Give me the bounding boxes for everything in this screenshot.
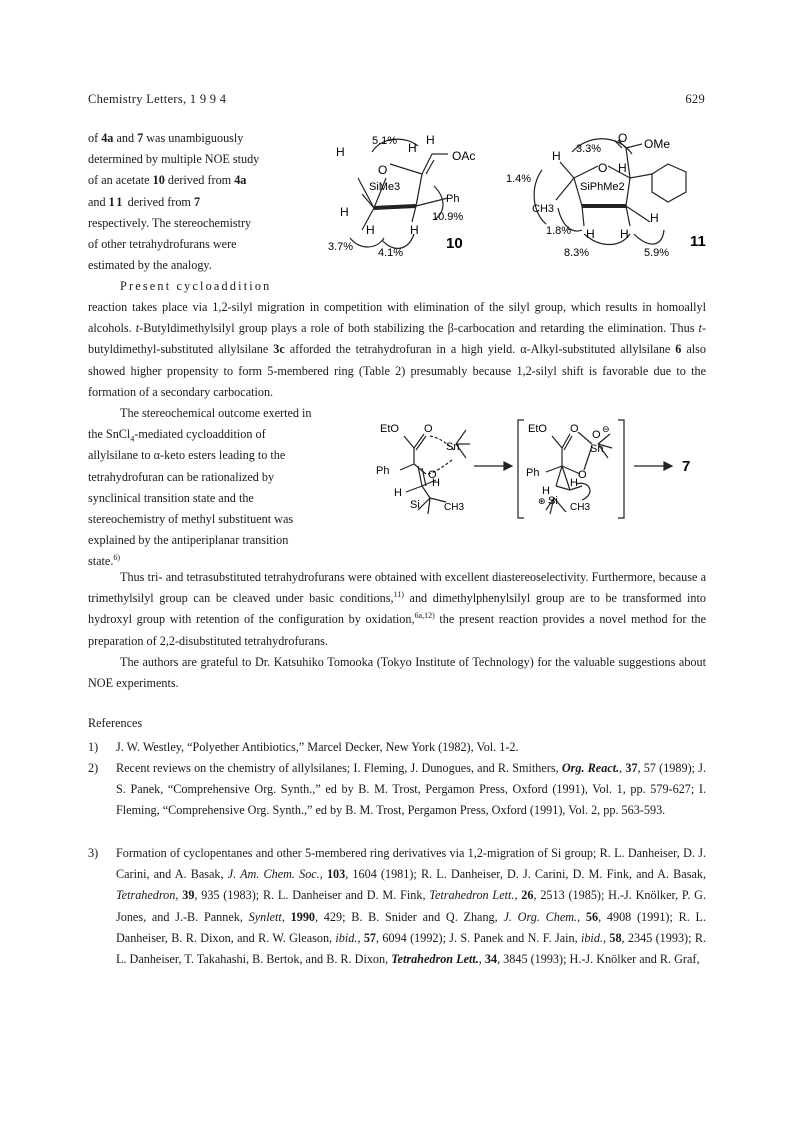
para3-line-7: explained by the antiperiplanar transition [88, 533, 289, 548]
para4-cite-6a-12: 6a,12) [414, 611, 435, 621]
ts-right-o3: O [578, 469, 587, 481]
ts-right-ch3: CH3 [570, 502, 591, 513]
reference-1-text: J. W. Westley, “Polyether Antibiotics,” Marcel Decker, New York (1982), Vol. 1-2. [116, 740, 519, 754]
label-10-oac: OAc [452, 149, 476, 163]
label-10-h-ch2: H [426, 133, 435, 147]
para2-first-line [88, 276, 284, 297]
label-11-h-right: H [650, 211, 659, 225]
label-11-ester-o: O [618, 131, 628, 145]
para3-line-6: stereochemistry of methyl substituent was [88, 512, 294, 527]
ts-right-o-minus: O [592, 429, 601, 441]
intro-paragraph [88, 128, 284, 276]
label-10-h-bottom-mid: H [410, 223, 419, 237]
reference-2 [88, 758, 706, 822]
para2-body: reaction takes place via 1,2-silyl migration in competition with elimination of the silyl group, which results in homoallyl alcohols. t-Butyldimethylsilyl group plays a role of both stabilizing the β-carbocation and retarding the elimination. Thus t-butyldimethyl-substituted allylsilane 3c afforded the tetrahydrofuran in a high yield. α-Alkyl-substituted allylsilane 6 also showed higher propensity to form 5-membered ring (Table 2) presumably because 1,2-silyl shift is favorable due to the formation of a secondary carbocation. [88, 300, 706, 399]
ts-left-h2: H [432, 477, 440, 489]
para2-first-line-text: Present cycloaddition [120, 279, 272, 293]
label-10-ph: Ph [446, 193, 460, 205]
ts-left-sn: Sn [446, 441, 460, 453]
reference-3-text: Formation of cyclopentanes and other 5-membered ring derivatives via 1,2-migration of Si group; R. L. Danheiser, D. J. Carini, and A. Basak, J. Am. Chem. Soc., 103, 1604 (1981); R. L. Danheiser, D. J. Carini, D. M. Fink, and A. Basak, Tetrahedron, 39, 935 (1983); R. L. Danheiser and D. M. Fink, Tetrahedron Lett., 26, 2513 (1985); H.-J. Knölker, P. G. Jones, and J.-B. Pannek, Synlett, 1990, 429; B. B. Snider and Q. Zhang, J. Org. Chem., 56, 4908 (1991); R. L. Danheiser, B. R. Dixon, and R. W. Gleason, ibid., 57, 6094 (1992); J. S. Panek and N. F. Jain, ibid., 58, 2345 (1993); R. L. Danheiser, T. Takahashi, B. Bertok, and B. R. Dixon, Tetrahedron Lett., 34, 3845 (1993); H.-J. Knölker and R. Graf, [116, 846, 707, 967]
intro-line-5: respectively. The stereochemistry [88, 215, 252, 230]
para3 [88, 403, 344, 573]
compound-label-11: 11 [690, 233, 706, 250]
intro-line-7: estimated by the analogy. [88, 258, 212, 273]
para5-acknowledgement: The authors are grateful to Dr. Katsuhiko Tomooka (Tokyo Institute of Technology) for the valuable suggestions about NOE experiments. [88, 655, 706, 691]
noe-10-b: 10.9% [432, 211, 464, 223]
intro-line-4: and 11 derived from 7 [88, 194, 201, 209]
reference-1-num: 1) [88, 740, 99, 754]
running-head [88, 92, 705, 112]
ts-left-o2: O [428, 469, 437, 481]
noe-11-b: 1.4% [506, 173, 532, 185]
ts-right-h1: H [542, 485, 550, 497]
reference-1 [88, 737, 706, 758]
noe-11-e: 5.9% [644, 247, 670, 259]
noe-10-d: 4.1% [378, 247, 404, 259]
para4-cite-11: 11) [393, 590, 404, 600]
label-11-h-left: H [552, 149, 561, 163]
para3-line-5: synclinical transition state and the [88, 490, 254, 505]
ts-right-sn: Sn [590, 443, 604, 455]
ts-product-label: 7 [682, 458, 691, 475]
noe-figure-10 [322, 130, 480, 260]
ts-left-h1: H [394, 487, 402, 499]
label-10-h-top: H [336, 145, 345, 159]
label-10-sime3: SiMe3 [369, 181, 401, 193]
para3-line-8: state.$^{6)}$ [88, 553, 121, 569]
journal-title: Chemistry Letters, 1 9 9 4 [88, 92, 227, 106]
noe-figure-11 [502, 130, 714, 260]
noe-10-c: 3.7% [328, 241, 354, 253]
ts-left-ph: Ph [376, 465, 390, 477]
reference-2-text: Recent reviews on the chemistry of allylsilanes; I. Fleming, J. Dunogues, and R. Smithers, Org. React., 37, 57 (1989); J. S. Panek, “Comprehensive Org. Synth.,” ed by B. M. Trost, Pergamon Press, Oxford (1991), Vol. 1, pp. 579-627; I. Fleming, “Comprehensive Org. Synth.,” ed by B. M. Trost, Pergamon Press, Oxford (1991), Vol. 2, pp. 563-593. [116, 761, 706, 818]
transition-state-scheme [370, 414, 710, 526]
label-10-o: O [378, 163, 388, 177]
para3-line-2: the SnCl$_4$-mediated cycloaddition of [88, 427, 266, 444]
noe-11-d: 8.3% [564, 247, 590, 259]
label-11-h-o: H [618, 161, 627, 175]
para3-line-4: tetrahydrofuran can be rationalized by [88, 469, 275, 484]
compound-label-10: 10 [446, 235, 463, 252]
intro-line-6: of other tetrahydrofurans were [88, 237, 237, 252]
para3-line-1: The stereochemical outcome exerted in [120, 406, 312, 420]
para3-line-3: allylsilane to α-keto esters leading to the [88, 448, 286, 463]
ts-right-o1: O [570, 423, 579, 435]
ts-right-h2: H [570, 477, 578, 489]
intro-line-1: of 4a and 7 was unambiguously [88, 131, 244, 145]
ts-right-plus-sign: ⊕ [538, 496, 546, 506]
label-11-h-b2: H [620, 227, 629, 241]
reference-3 [88, 843, 706, 970]
noe-11-c: 1.8% [546, 225, 572, 237]
label-10-h-bottom-left: H [366, 223, 375, 237]
ts-right-minus-sign: ⊖ [602, 424, 610, 434]
reference-3-num: 3) [88, 846, 99, 860]
ts-left-o1: O [424, 423, 433, 435]
label-10-h-left: H [340, 205, 349, 219]
page-number: 629 [685, 92, 705, 106]
references-title: References [88, 716, 143, 730]
label-11-h-b1: H [586, 227, 595, 241]
noe-11-a: 3.3% [576, 143, 602, 155]
ts-left-eto: EtO [380, 423, 399, 435]
label-11-ome: OMe [644, 137, 671, 151]
reference-2-num: 2) [88, 761, 99, 775]
ts-left-si: Si [410, 499, 420, 511]
label-11-ch3: CH3 [532, 203, 555, 215]
ts-right-eto: EtO [528, 423, 547, 435]
para3-citation: 6) [113, 553, 121, 563]
label-11-o: O [598, 161, 608, 175]
noe-10-a: 5.1% [372, 135, 398, 147]
intro-line-2: determined by multiple NOE study [88, 152, 260, 167]
label-11-siphme2: SiPhMe2 [580, 181, 625, 193]
intro-line-3: of an acetate 10 derived from 4a [88, 173, 247, 188]
ts-right-si: Si [548, 495, 558, 507]
ts-left-ch3: CH3 [444, 502, 465, 513]
ts-right-ph: Ph [526, 467, 540, 479]
para4: Thus tri- and tetrasubstituted tetrahydrofurans were obtained with excellent diastereoselectivity. Furthermore, because a trimethylsilyl group can be cleaved under basic conditions,$^{11)}$ and dimethylphenylsilyl group are to be transformed into hydroxyl group with retention of the configuration by oxidation,$^{6a,12)}$ the present reaction provides a novel method for the preparation of 2,2-disubstituted tetrahydrofurans. [88, 570, 706, 648]
label-10-h-right: H [408, 141, 417, 155]
